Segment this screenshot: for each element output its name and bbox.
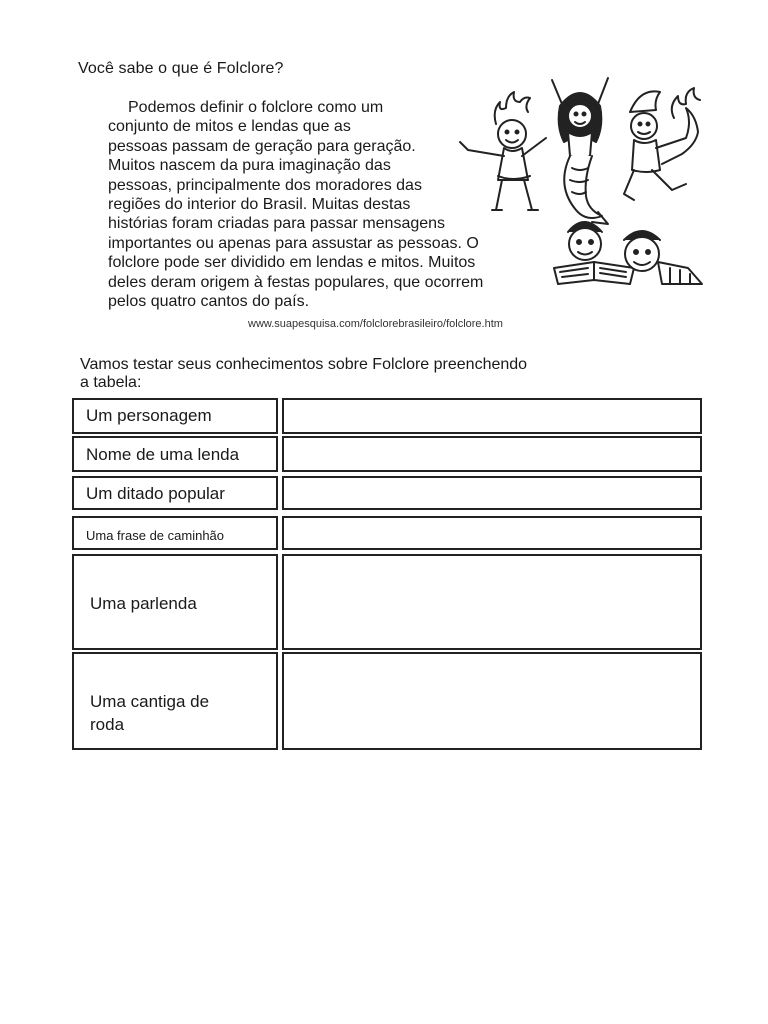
row-label-line: roda [90, 715, 125, 734]
saci-figure-icon [624, 88, 700, 200]
intro-line: histórias foram criadas para passar mensagens [108, 215, 446, 233]
source-url: www.suapesquisa.com/folclorebrasileiro/folclore.htm [248, 318, 503, 330]
table-label-cell [72, 398, 278, 434]
answer-cell[interactable] [282, 652, 702, 750]
iara-mermaid-figure-icon [552, 78, 608, 224]
intro-line: folclore pode ser dividido em lendas e mitos. Muitos [108, 254, 476, 272]
table-label-cell [72, 516, 278, 550]
answer-cell[interactable] [282, 554, 702, 650]
row-label: Uma parlenda [90, 594, 197, 613]
table-row [72, 652, 702, 750]
table-label-cell [72, 436, 278, 472]
curupira-figure-icon [460, 92, 546, 210]
instruction-text [80, 356, 527, 392]
row-label: Um personagem [86, 406, 212, 425]
intro-line: deles deram origem à festas populares, que ocorrem [108, 273, 484, 291]
row-label-line: Uma cantiga de [90, 692, 210, 711]
intro-line: pelos quatro cantos do país. [108, 293, 310, 311]
table-row [72, 398, 702, 434]
intro-line: pessoas passam de geração para geração. [108, 137, 416, 155]
row-label [90, 690, 260, 736]
table-row [72, 516, 702, 550]
children-reading-figure-icon [554, 222, 702, 284]
intro-line: Podemos definir o folclore como um [128, 99, 384, 116]
answer-cell[interactable] [282, 398, 702, 434]
row-label: Uma frase de caminhão [86, 528, 225, 543]
intro-line: pessoas, principalmente dos moradores das [108, 176, 422, 194]
folklore-characters-illustration [448, 72, 710, 292]
row-label: Nome de uma lenda [86, 445, 240, 464]
instruction-line: Vamos testar seus conhecimentos sobre Folclore preenchendo [80, 356, 528, 373]
intro-line: importantes ou apenas para assustar as pessoas. O [108, 234, 479, 252]
intro-line: Muitos nascem da pura imaginação das [108, 157, 391, 175]
answer-cell[interactable] [282, 436, 702, 472]
table-label-cell [72, 554, 278, 650]
instruction-line: a tabela: [80, 374, 142, 391]
worksheet-heading: Você sabe o que é Folclore? [78, 60, 284, 77]
table-label-cell [72, 652, 278, 750]
answer-cell[interactable] [282, 476, 702, 510]
table-label-cell [72, 476, 278, 510]
table-row [72, 554, 702, 650]
table-row [72, 476, 702, 510]
intro-line: regiões do interior do Brasil. Muitas destas [108, 196, 411, 214]
answer-cell[interactable] [282, 516, 702, 550]
intro-line: conjunto de mitos e lendas que as [108, 118, 351, 136]
table-row [72, 436, 702, 472]
row-label: Um ditado popular [86, 484, 225, 503]
